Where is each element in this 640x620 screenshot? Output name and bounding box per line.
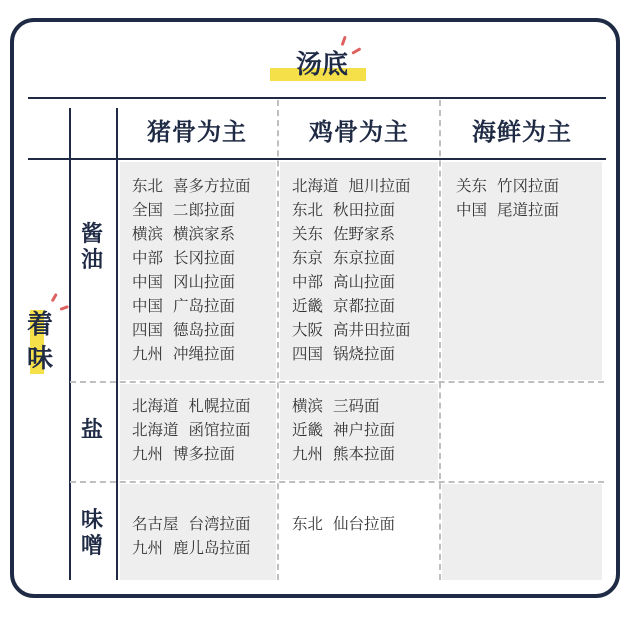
ramen-entry	[456, 198, 559, 222]
ramen-entry	[132, 318, 251, 342]
ramen-region: 东北	[132, 177, 164, 195]
row-header-soy	[74, 222, 110, 274]
ramen-entry	[132, 174, 251, 198]
ramen-name: 尾道拉面	[497, 201, 560, 219]
ramen-name: 京都拉面	[333, 297, 396, 315]
ramen-entry	[292, 198, 411, 222]
ramen-entry	[292, 270, 411, 294]
ramen-region: 横滨	[292, 397, 324, 415]
row-header-label: 盐	[80, 418, 103, 443]
ramen-name: 台湾拉面	[188, 515, 251, 533]
ramen-entry	[292, 222, 411, 246]
ramen-name: 德岛拉面	[173, 321, 236, 339]
ramen-name: 仙台拉面	[333, 515, 396, 533]
ramen-entry	[132, 342, 251, 366]
ramen-name: 冲绳拉面	[173, 345, 236, 363]
ramen-entry	[292, 442, 395, 466]
ramen-region: 北海道	[132, 397, 179, 415]
ramen-region: 九州	[292, 445, 324, 463]
ramen-entry	[132, 418, 251, 442]
cell-soy-pork	[132, 174, 251, 366]
ramen-region: 九州	[132, 345, 164, 363]
ramen-entry	[132, 246, 251, 270]
ramen-name: 二郎拉面	[173, 201, 236, 219]
side-header-char: 着 味	[26, 310, 53, 374]
ramen-region: 中部	[132, 249, 164, 267]
ramen-entry	[292, 246, 411, 270]
ramen-region: 关东	[292, 225, 324, 243]
ramen-entry	[132, 442, 251, 466]
ramen-region: 东北	[292, 515, 324, 533]
row-divider	[70, 481, 604, 483]
cell-miso-chicken	[292, 512, 395, 536]
ramen-region: 名古屋	[132, 515, 179, 533]
ramen-entry	[132, 394, 251, 418]
ramen-region: 中部	[292, 273, 324, 291]
ramen-entry	[132, 270, 251, 294]
cell-salt-chicken	[292, 394, 395, 466]
header-bottom-rule	[28, 158, 606, 160]
ramen-region: 四国	[132, 321, 164, 339]
ramen-entry	[292, 294, 411, 318]
ramen-region: 北海道	[132, 421, 179, 439]
ramen-region: 四国	[292, 345, 324, 363]
cell-bg	[442, 484, 602, 580]
ramen-region: 近畿	[292, 421, 324, 439]
column-header-seafood: 海鲜为主	[472, 118, 572, 146]
ramen-region: 中国	[132, 273, 164, 291]
ramen-entry	[292, 512, 395, 536]
ramen-name: 熊本拉面	[333, 445, 396, 463]
row-header-right-rule	[116, 108, 118, 580]
header-top-rule	[28, 97, 606, 99]
ramen-region: 北海道	[292, 177, 339, 195]
side-header-title	[22, 308, 58, 376]
ramen-name: 神户拉面	[333, 421, 396, 439]
ramen-region: 中国	[456, 201, 488, 219]
ramen-name: 三码面	[333, 397, 380, 415]
ramen-name: 广岛拉面	[173, 297, 236, 315]
top-header-title: 汤底	[295, 50, 348, 80]
ramen-region: 东京	[292, 249, 324, 267]
ramen-name: 旭川拉面	[348, 177, 411, 195]
row-header-label: 味 噌	[80, 508, 103, 559]
ramen-entry	[292, 394, 395, 418]
cell-miso-pork	[132, 512, 251, 560]
ramen-name: 横滨家系	[173, 225, 236, 243]
ramen-entry	[292, 342, 411, 366]
ramen-entry	[132, 512, 251, 536]
ramen-name: 函馆拉面	[188, 421, 251, 439]
row-divider	[70, 381, 604, 383]
ramen-entry	[292, 174, 411, 198]
row-header-left-rule	[69, 108, 71, 580]
ramen-name: 鹿儿岛拉面	[173, 539, 251, 557]
column-header-chicken: 鸡骨为主	[309, 118, 409, 146]
ramen-region: 关东	[456, 177, 488, 195]
column-header-pork: 猪骨为主	[147, 118, 247, 146]
ramen-region: 大阪	[292, 321, 324, 339]
ramen-region: 近畿	[292, 297, 324, 315]
cell-soy-chicken	[292, 174, 411, 366]
ramen-name: 高山拉面	[333, 273, 396, 291]
ramen-entry	[132, 198, 251, 222]
ramen-entry	[132, 294, 251, 318]
ramen-name: 喜多方拉面	[173, 177, 251, 195]
row-header-label: 酱 油	[80, 222, 103, 273]
ramen-name: 长冈拉面	[173, 249, 236, 267]
ramen-name: 高井田拉面	[333, 321, 411, 339]
ramen-entry	[292, 318, 411, 342]
ramen-name: 札幌拉面	[188, 397, 251, 415]
ramen-name: 佐野家系	[333, 225, 396, 243]
cell-soy-seafood	[456, 174, 559, 222]
ramen-region: 全国	[132, 201, 164, 219]
ramen-name: 东京拉面	[333, 249, 396, 267]
row-header-salt	[74, 418, 110, 444]
column-divider	[439, 100, 441, 580]
ramen-entry	[292, 418, 395, 442]
ramen-region: 横滨	[132, 225, 164, 243]
ramen-entry	[132, 536, 251, 560]
ramen-region: 九州	[132, 445, 164, 463]
ramen-entry	[132, 222, 251, 246]
ramen-region: 九州	[132, 539, 164, 557]
ramen-entry	[456, 174, 559, 198]
column-divider	[277, 100, 279, 580]
ramen-name: 锅烧拉面	[333, 345, 396, 363]
ramen-name: 冈山拉面	[173, 273, 236, 291]
ramen-region: 中国	[132, 297, 164, 315]
ramen-name: 博多拉面	[173, 445, 236, 463]
ramen-region: 东北	[292, 201, 324, 219]
cell-salt-pork	[132, 394, 251, 466]
ramen-name: 竹冈拉面	[497, 177, 560, 195]
row-header-miso	[74, 508, 110, 560]
ramen-name: 秋田拉面	[333, 201, 396, 219]
